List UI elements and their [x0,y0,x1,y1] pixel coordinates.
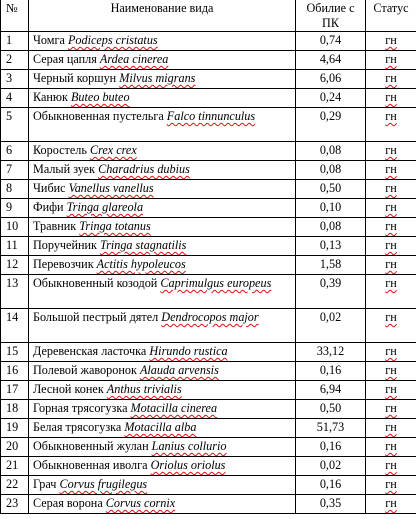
species-latin-name: Tringa totanus [79,219,151,233]
table-row [1,457,416,476]
status-cell [366,218,416,237]
status-cell [366,400,416,419]
header-num: № [1,0,29,32]
species-name [29,218,296,237]
species-name [29,180,296,199]
status-cell [366,275,416,309]
species-latin-name: Crex crex [89,143,137,157]
status-cell [366,343,416,362]
status-cell [366,381,416,400]
species-russian-name: Лесной конек [33,382,107,396]
species-latin-name: Vanellus vanellus [68,181,154,195]
abundance-value: 0,74 [296,32,366,51]
status-value: гн [385,496,397,510]
status-cell [366,362,416,381]
header-name: Наименование вида [29,0,296,32]
species-latin-name: Motacilla cinerea [130,401,218,415]
species-russian-name: Чибис [33,181,69,195]
abundance-value: 1,58 [296,256,366,275]
header-status: Статус [366,0,416,32]
status-value: гн [385,238,397,252]
status-value: гн [385,344,397,358]
row-number: 13 [1,275,29,309]
table-row [1,476,416,495]
species-latin-name: Alauda arvensis [139,363,219,377]
table-row [1,495,416,514]
status-cell [366,180,416,199]
status-value: гн [385,33,397,47]
species-name [29,256,296,275]
species-latin-name: Anthus trivialis [106,382,182,396]
row-number: 20 [1,438,29,457]
table-row [1,161,416,180]
status-cell [366,237,416,256]
status-value: гн [385,200,397,214]
species-russian-name: Обыкновенная иволга [33,458,151,472]
status-cell [366,32,416,51]
species-latin-name: Caprimulgus europeus [160,276,272,290]
species-latin-name: Hirundo rustica [149,344,228,358]
status-cell [366,51,416,70]
species-name [29,275,296,309]
status-value: гн [385,458,397,472]
abundance-value: 0,08 [296,142,366,161]
row-number: 4 [1,89,29,108]
table-row [1,199,416,218]
row-number: 10 [1,218,29,237]
species-name [29,362,296,381]
species-russian-name: Серая ворона [33,496,106,510]
species-latin-name: Oriolus oriolus [150,458,226,472]
row-number: 12 [1,256,29,275]
status-cell [366,256,416,275]
status-cell [366,419,416,438]
species-name [29,199,296,218]
table-row [1,32,416,51]
row-number: 14 [1,309,29,343]
abundance-value: 0,13 [296,237,366,256]
status-cell [366,199,416,218]
status-value: гн [385,162,397,176]
species-name [29,51,296,70]
status-cell [366,108,416,142]
status-value: гн [385,181,397,195]
row-number: 3 [1,70,29,89]
species-latin-name: Milvus migrans [119,71,196,85]
row-number: 22 [1,476,29,495]
species-russian-name: Большой пестрый дятел [33,310,162,324]
species-name [29,309,296,343]
status-value: гн [385,401,397,415]
species-russian-name: Обыкновенный козодой [33,276,161,290]
species-latin-name: Tringa stagnatilis [100,238,187,252]
row-number: 19 [1,419,29,438]
status-value: гн [385,71,397,85]
abundance-value: 0,50 [296,400,366,419]
status-value: гн [385,52,397,66]
abundance-value: 0,29 [296,108,366,142]
species-name [29,381,296,400]
abundance-value: 0,02 [296,309,366,343]
species-russian-name: Обыкновенный жулан [33,439,152,453]
species-name [29,70,296,89]
status-value: гн [385,363,397,377]
table-row [1,419,416,438]
table-row [1,237,416,256]
species-name [29,457,296,476]
species-russian-name: Поручейник [33,238,100,252]
species-russian-name: Обыкновенная пустельга [33,109,167,123]
abundance-value: 6,06 [296,70,366,89]
status-cell [366,89,416,108]
status-value: гн [385,143,397,157]
species-latin-name: Ardea cinerea [99,52,169,66]
status-value: гн [385,90,397,104]
table-row [1,89,416,108]
row-number: 17 [1,381,29,400]
table-row [1,343,416,362]
status-value: гн [385,257,397,271]
row-number: 6 [1,142,29,161]
table-row [1,438,416,457]
header-abundance: Обилие с ПК [296,0,366,32]
species-russian-name: Канюк [33,90,71,104]
species-russian-name: Деревенская ласточка [33,344,150,358]
row-number: 18 [1,400,29,419]
table-row [1,381,416,400]
status-cell [366,438,416,457]
species-latin-name: Lanius collurio [151,439,227,453]
species-name [29,419,296,438]
status-value: гн [385,439,397,453]
species-latin-name: Podiceps cristatus [67,33,158,47]
species-russian-name: Чомга [33,33,68,47]
row-number: 7 [1,161,29,180]
row-number: 15 [1,343,29,362]
species-name [29,400,296,419]
status-cell [366,476,416,495]
abundance-value: 0,08 [296,218,366,237]
row-number: 21 [1,457,29,476]
status-value: гн [385,420,397,434]
abundance-value: 0,16 [296,362,366,381]
status-value: гн [385,219,397,233]
species-russian-name: Фифи [33,200,67,214]
abundance-value: 0,16 [296,476,366,495]
species-latin-name: Dendrocopos major [161,310,259,324]
status-cell [366,457,416,476]
abundance-value: 6,94 [296,381,366,400]
table-row [1,51,416,70]
status-value: гн [385,109,397,123]
species-name [29,108,296,142]
table-row [1,309,416,343]
species-latin-name: Charadrius dubius [98,162,190,176]
species-russian-name: Серая цапля [33,52,100,66]
abundance-value: 0,50 [296,180,366,199]
species-russian-name: Белая трясогузка [33,420,125,434]
species-russian-name: Перевозчик [33,257,97,271]
table-row [1,362,416,381]
abundance-value: 0,39 [296,275,366,309]
status-cell [366,70,416,89]
abundance-value: 0,08 [296,161,366,180]
abundance-value: 51,73 [296,419,366,438]
table-row [1,108,416,142]
species-latin-name: Buteo buteo [70,90,130,104]
abundance-value: 0,02 [296,457,366,476]
species-russian-name: Травник [33,219,80,233]
abundance-value: 0,10 [296,199,366,218]
status-cell [366,142,416,161]
species-name [29,495,296,514]
row-number: 2 [1,51,29,70]
species-latin-name: Corvus frugilegus [59,477,148,491]
status-value: гн [385,477,397,491]
row-number: 16 [1,362,29,381]
species-name [29,142,296,161]
species-latin-name: Corvus cornix [105,496,176,510]
table-row [1,180,416,199]
species-russian-name: Горная трясогузка [33,401,131,415]
row-number: 9 [1,199,29,218]
table-row [1,275,416,309]
species-russian-name: Малый зуек [33,162,99,176]
status-value: гн [385,310,397,324]
species-russian-name: Полевой жаворонок [33,363,140,377]
abundance-value: 0,24 [296,89,366,108]
table-row [1,400,416,419]
status-cell [366,495,416,514]
species-russian-name: Черный коршун [33,71,120,85]
table-header-row [1,0,416,32]
species-name [29,161,296,180]
species-name [29,438,296,457]
species-latin-name: Falco tinnunculus [166,109,256,123]
species-name [29,237,296,256]
abundance-value: 0,16 [296,438,366,457]
row-number: 11 [1,237,29,256]
status-cell [366,161,416,180]
species-name [29,32,296,51]
abundance-value: 33,12 [296,343,366,362]
table-row [1,256,416,275]
species-latin-name: Motacilla alba [124,420,197,434]
status-value: гн [385,382,397,396]
species-name [29,89,296,108]
species-latin-name: Tringa glareola [66,200,144,214]
table-row [1,142,416,161]
abundance-value: 4,64 [296,51,366,70]
status-value: гн [385,276,397,290]
species-name [29,476,296,495]
table-row [1,70,416,89]
species-russian-name: Коростель [33,143,90,157]
species-name [29,343,296,362]
table-row [1,218,416,237]
species-russian-name: Грач [33,477,60,491]
species-latin-name: Actitis hypoleucos [96,257,186,271]
abundance-value: 0,35 [296,495,366,514]
row-number: 5 [1,108,29,142]
row-number: 1 [1,32,29,51]
status-cell [366,309,416,343]
row-number: 23 [1,495,29,514]
row-number: 8 [1,180,29,199]
